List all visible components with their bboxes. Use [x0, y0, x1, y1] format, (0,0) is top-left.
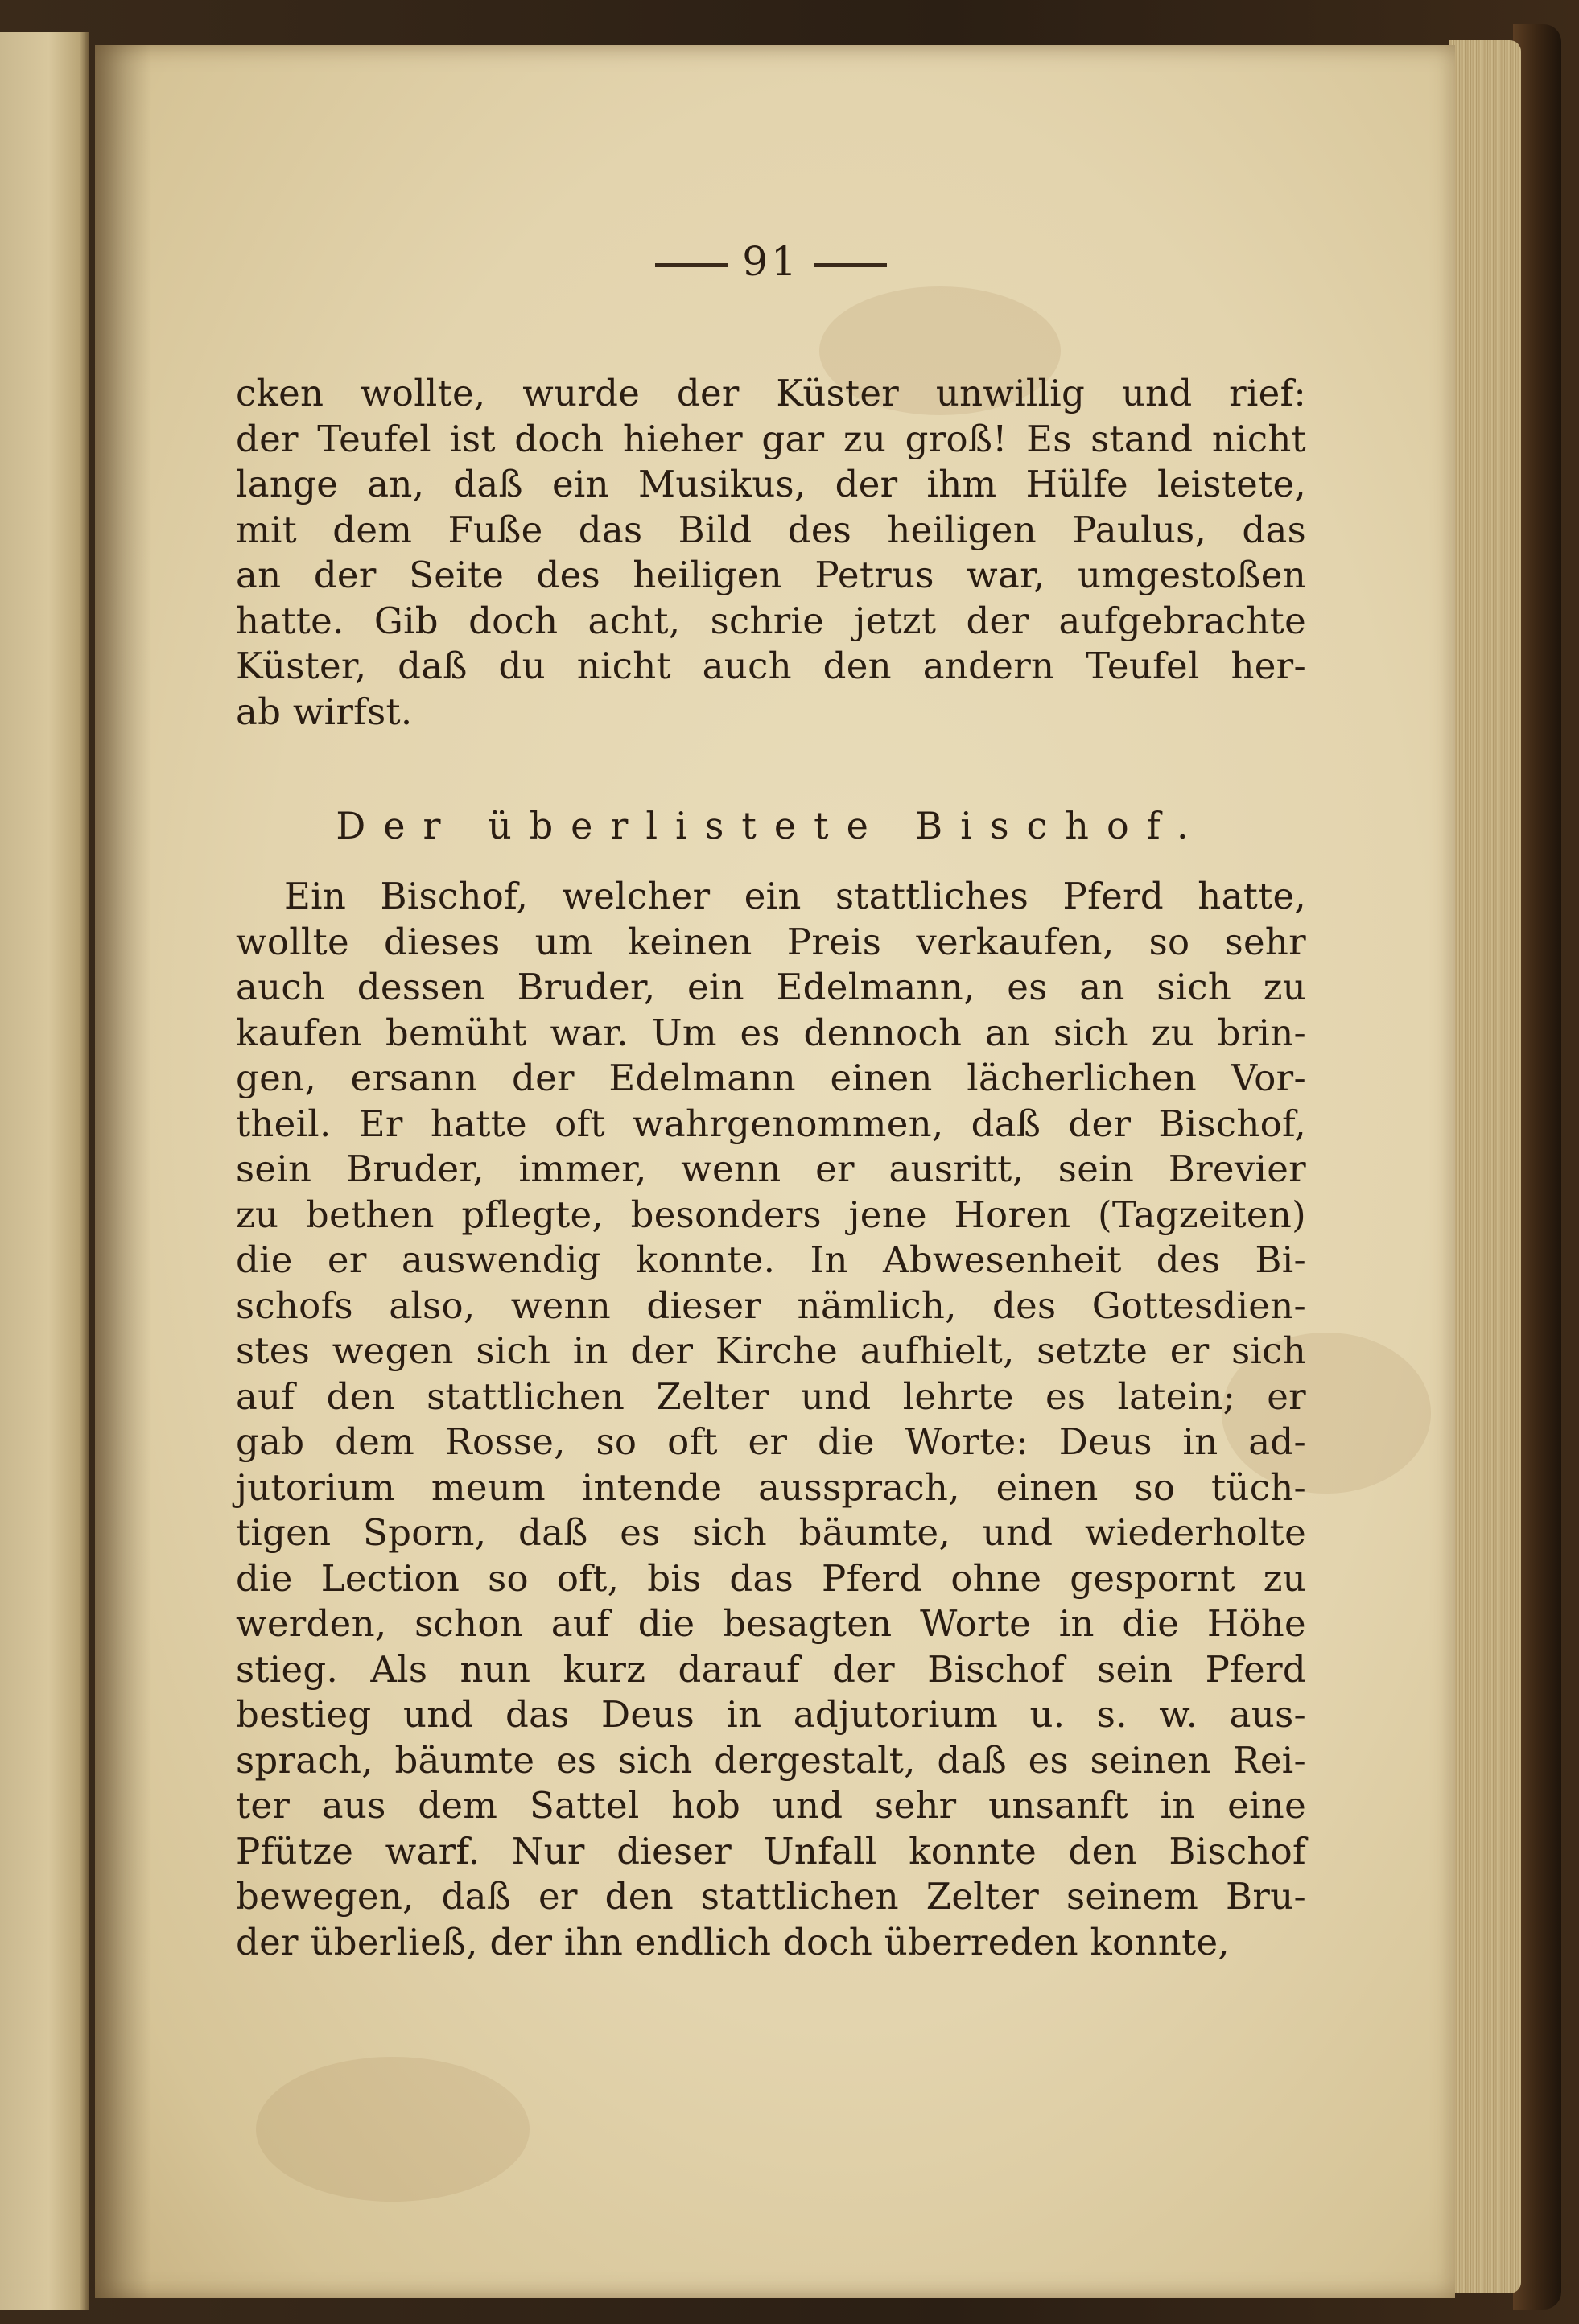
text-line: jutorium meum intende aussprach, einen so tüch- — [236, 1465, 1306, 1509]
text-line: auf den stattlichen Zelter und lehrte es latein; er — [236, 1374, 1306, 1418]
text-line: die Lection so oft, bis das Pferd ohne gespornt zu — [236, 1556, 1306, 1600]
text-line: kaufen bemüht war. Um es dennoch an sich zu brin- — [236, 1011, 1306, 1054]
text-line: der Teufel ist doch hieher gar zu groß! Es stand nicht — [236, 417, 1306, 460]
page-number-dash-left — [655, 263, 728, 267]
page-number-dash-right — [814, 263, 887, 267]
top-paragraph — [236, 371, 1306, 735]
text-line: zu bethen pflegte, besonders jene Horen (Tagzeiten) — [236, 1193, 1306, 1236]
story-heading: Der überlistete Bischof. — [336, 804, 1206, 847]
text-line: auch dessen Bruder, ein Edelmann, es an sich zu — [236, 966, 1306, 1008]
text-line: Ein Bischof, welcher ein stattliches Pferd hatte, — [284, 875, 1306, 917]
paper-stain — [256, 2057, 530, 2202]
text-line: sein Bruder, immer, wenn er ausritt, sein Brevier — [236, 1148, 1306, 1190]
text-line: werden, schon auf die besagten Worte in die Höhe — [236, 1602, 1306, 1645]
text-line: Küster, daß du nicht auch den andern Teufel her- — [236, 645, 1306, 687]
text-line: mit dem Fuße das Bild des heiligen Paulus, das — [236, 508, 1306, 551]
text-line: ab wirfst. — [236, 690, 413, 733]
text-line: lange an, daß ein Musikus, der ihm Hülfe leistete, — [236, 463, 1306, 505]
text-line: gab dem Rosse, so oft er die Worte: Deus in ad- — [236, 1420, 1306, 1463]
facing-page-edge — [0, 32, 89, 2310]
text-line: wollte dieses um keinen Preis verkaufen, so sehr — [236, 920, 1306, 963]
page-number-value: 91 — [742, 238, 800, 285]
page-stack-edges — [1449, 40, 1521, 2293]
main-paragraph — [236, 874, 1306, 1965]
text-line: sprach, bäumte es sich dergestalt, daß es seinen Rei- — [236, 1738, 1306, 1782]
text-line: stes wegen sich in der Kirche aufhielt, setzte er sich — [236, 1329, 1306, 1372]
page-number — [236, 238, 1306, 285]
text-line: schofs also, wenn dieser nämlich, des Gottesdien- — [236, 1284, 1306, 1327]
text-line: bestieg und das Deus in adjutorium u. s. w. aus- — [236, 1693, 1306, 1736]
text-line: tigen Sporn, daß es sich bäumte, und wiederholte — [236, 1511, 1306, 1554]
text-line: bewegen, daß er den stattlichen Zelter seinem Bru- — [236, 1875, 1306, 1918]
book-page — [95, 45, 1455, 2298]
text-line: Pfütze warf. Nur dieser Unfall konnte den Bischof — [236, 1829, 1306, 1873]
text-line: theil. Er hatte oft wahrgenommen, daß der Bischof, — [236, 1102, 1306, 1145]
gutter-shadow — [95, 45, 151, 2298]
text-line: cken wollte, wurde der Küster unwillig und rief: — [236, 372, 1306, 414]
text-line: hatte. Gib doch acht, schrie jetzt der aufgebrachte — [236, 599, 1306, 642]
text-line: der überließ, der ihn endlich doch überreden konnte, — [236, 1920, 1230, 1963]
text-line: gen, ersann der Edelmann einen lächerlichen Vor- — [236, 1057, 1306, 1099]
text-line: die er auswendig konnte. In Abwesenheit des Bi- — [236, 1238, 1306, 1281]
text-line: ter aus dem Sattel hob und sehr unsanft in eine — [236, 1784, 1306, 1827]
text-line: an der Seite des heiligen Petrus war, umgestoßen — [236, 554, 1306, 596]
text-line: stieg. Als nun kurz darauf der Bischof sein Pferd — [236, 1647, 1306, 1691]
